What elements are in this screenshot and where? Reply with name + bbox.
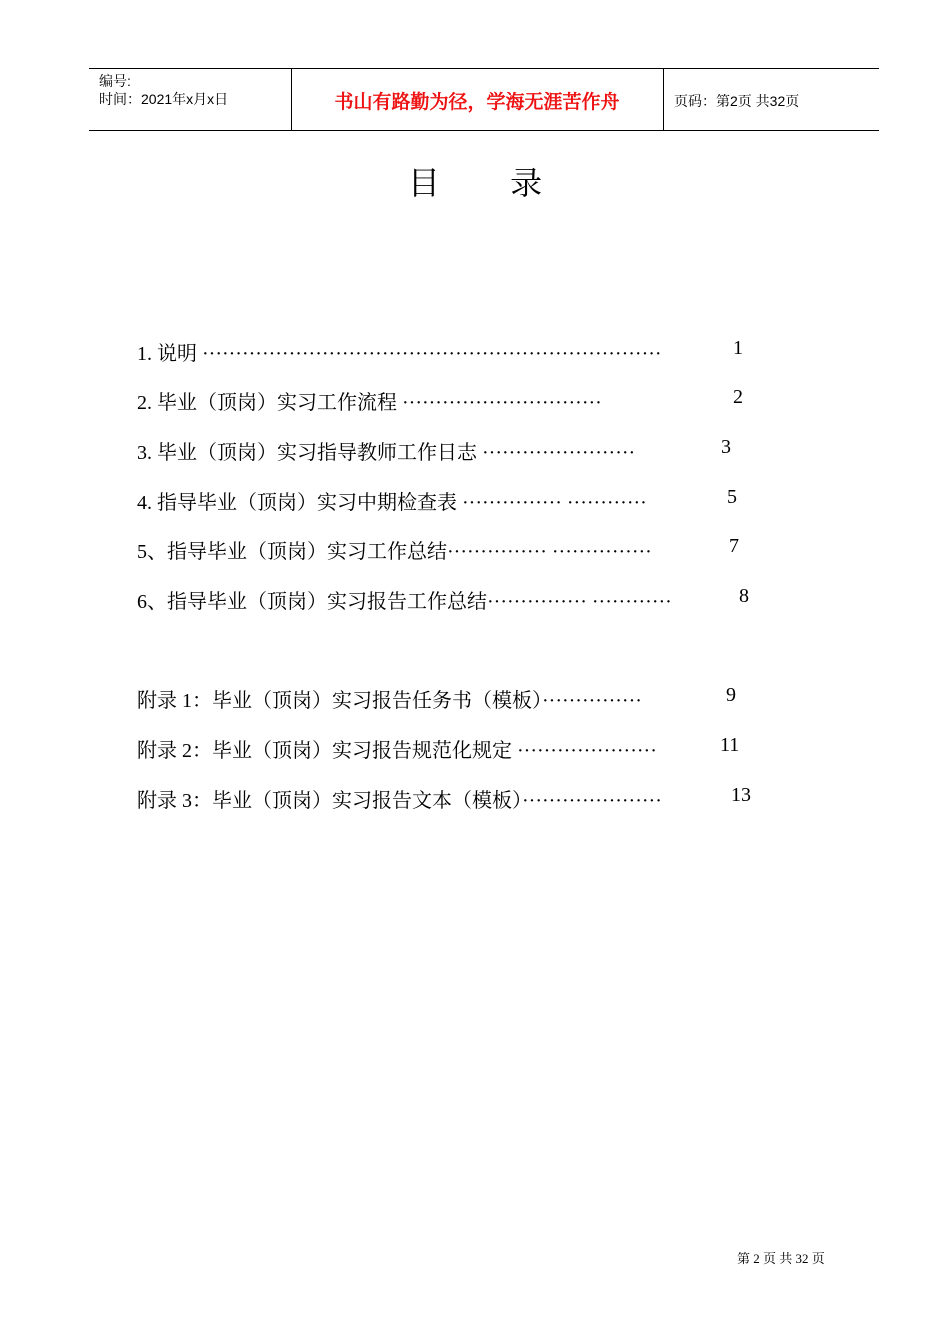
appendix-entry-page: 9: [726, 684, 736, 706]
appendix-entry[interactable]: [137, 734, 657, 763]
toc-entry-text: 1. 说明 ·····································································: [137, 343, 662, 365]
header-right-cell: [664, 69, 879, 130]
toc-entry[interactable]: [137, 436, 635, 465]
page-footer: 第 2 页 共 32 页: [737, 1251, 825, 1266]
toc-entry-page: 8: [739, 585, 749, 607]
toc-entry-page: 3: [721, 436, 731, 458]
toc-entry-text: 6、指导毕业（顶岗）实习报告工作总结··············· ············: [137, 591, 672, 613]
header-motto: 书山有路勤为径，学海无涯苦作舟: [334, 91, 620, 113]
toc-entry-text: 3. 毕业（顶岗）实习指导教师工作日志 ·······················: [137, 442, 636, 464]
toc-entry[interactable]: [137, 386, 602, 415]
page-header: [89, 68, 879, 131]
appendix-entry[interactable]: [137, 684, 642, 713]
toc-entry-page: 5: [727, 486, 737, 508]
time-label: 时间：2021年x月x日: [99, 91, 229, 107]
header-left-cell: [89, 69, 292, 130]
header-middle-cell: [291, 69, 664, 130]
toc-entry[interactable]: [137, 486, 647, 515]
toc-entry-page: 7: [729, 535, 739, 557]
appendix-entry-page: 11: [720, 734, 740, 756]
toc-entry[interactable]: [137, 337, 662, 366]
page-title: 目 录: [407, 164, 573, 202]
header-page-label: 页码：第2页 共32页: [674, 93, 800, 109]
appendix-entry-page: 13: [731, 784, 751, 806]
toc-entry-text: 2. 毕业（顶岗）实习工作流程 ······························: [137, 392, 602, 414]
appendix-entry-text: 附录 2：毕业（顶岗）实习报告规范化规定 ·····················: [137, 740, 657, 762]
toc-entry[interactable]: [137, 585, 672, 614]
appendix-entry[interactable]: [137, 784, 662, 813]
toc-entry-text: 5、指导毕业（顶岗）实习工作总结··············· ···············: [137, 541, 652, 563]
toc-entry[interactable]: [137, 535, 652, 564]
serial-label: 编号:: [99, 73, 131, 89]
toc-entry-text: 4. 指导毕业（顶岗）实习中期检查表 ··············· ············: [137, 492, 647, 514]
appendix-entry-text: 附录 3：毕业（顶岗）实习报告文本（模板）·····················: [137, 790, 662, 812]
appendix-entry-text: 附录 1：毕业（顶岗）实习报告任务书（模板）···············: [137, 690, 642, 712]
toc-entry-page: 1: [733, 337, 743, 359]
toc-entry-page: 2: [733, 386, 743, 408]
